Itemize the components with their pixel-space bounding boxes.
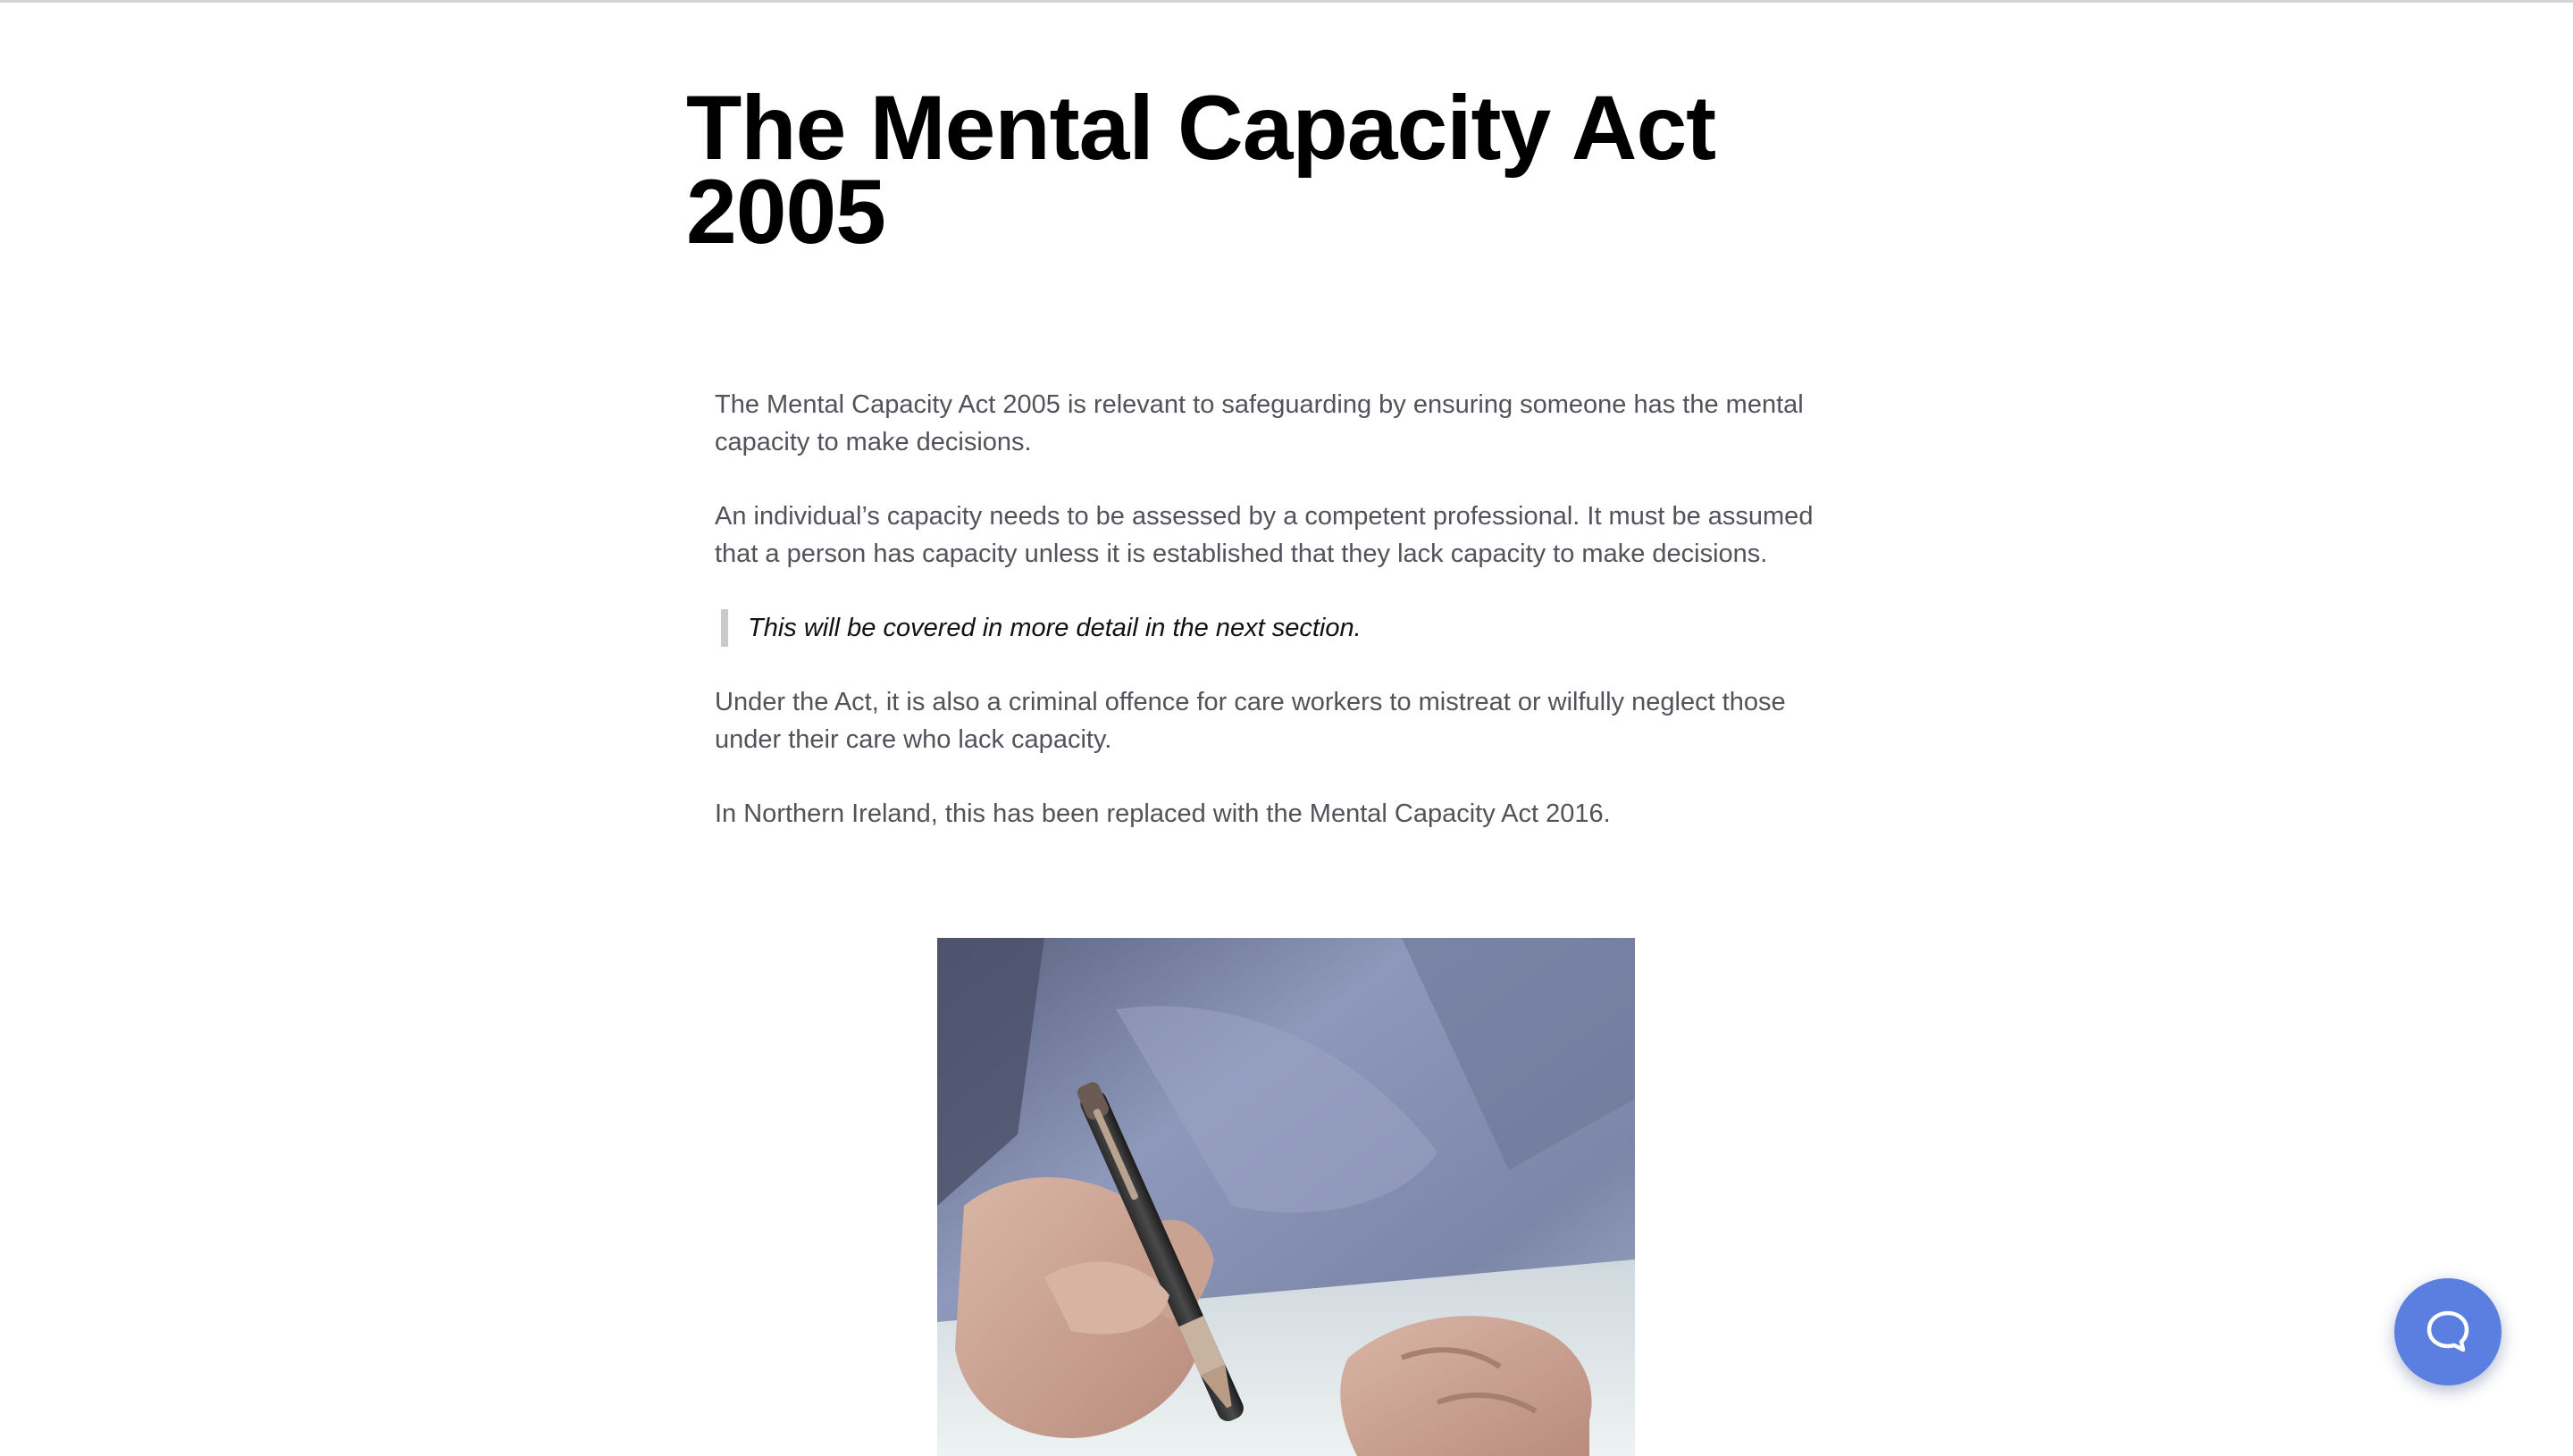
chat-launcher-button[interactable] — [2394, 1278, 2502, 1385]
article-image-person-signing — [937, 938, 1635, 1456]
paragraph-relevance: The Mental Capacity Act 2005 is relevant to safeguarding by ensuring someone has the mental capacity to make decisions. — [715, 390, 1804, 456]
paragraph-assessment: An individual’s capacity needs to be assessed by a competent professional. It must be assumed that a person has capacity unless it is established that they lack capacity to make decisions. — [715, 502, 1814, 568]
paragraph-northern-ireland: In Northern Ireland, this has been replaced with the Mental Capacity Act 2016. — [715, 799, 1611, 828]
chat-bubble-icon — [2424, 1308, 2472, 1356]
top-divider — [0, 0, 2573, 3]
article-body — [715, 386, 1858, 869]
callout-note: This will be covered in more detail in the next section. — [721, 609, 1858, 647]
paragraph-criminal-offence: Under the Act, it is also a criminal offence for care workers to mistreat or wilfully neglect those under their care who lack capacity. — [715, 688, 1786, 754]
pen-signing-illustration — [937, 938, 1635, 1456]
page-title: The Mental Capacity Act 2005 — [686, 77, 1716, 263]
